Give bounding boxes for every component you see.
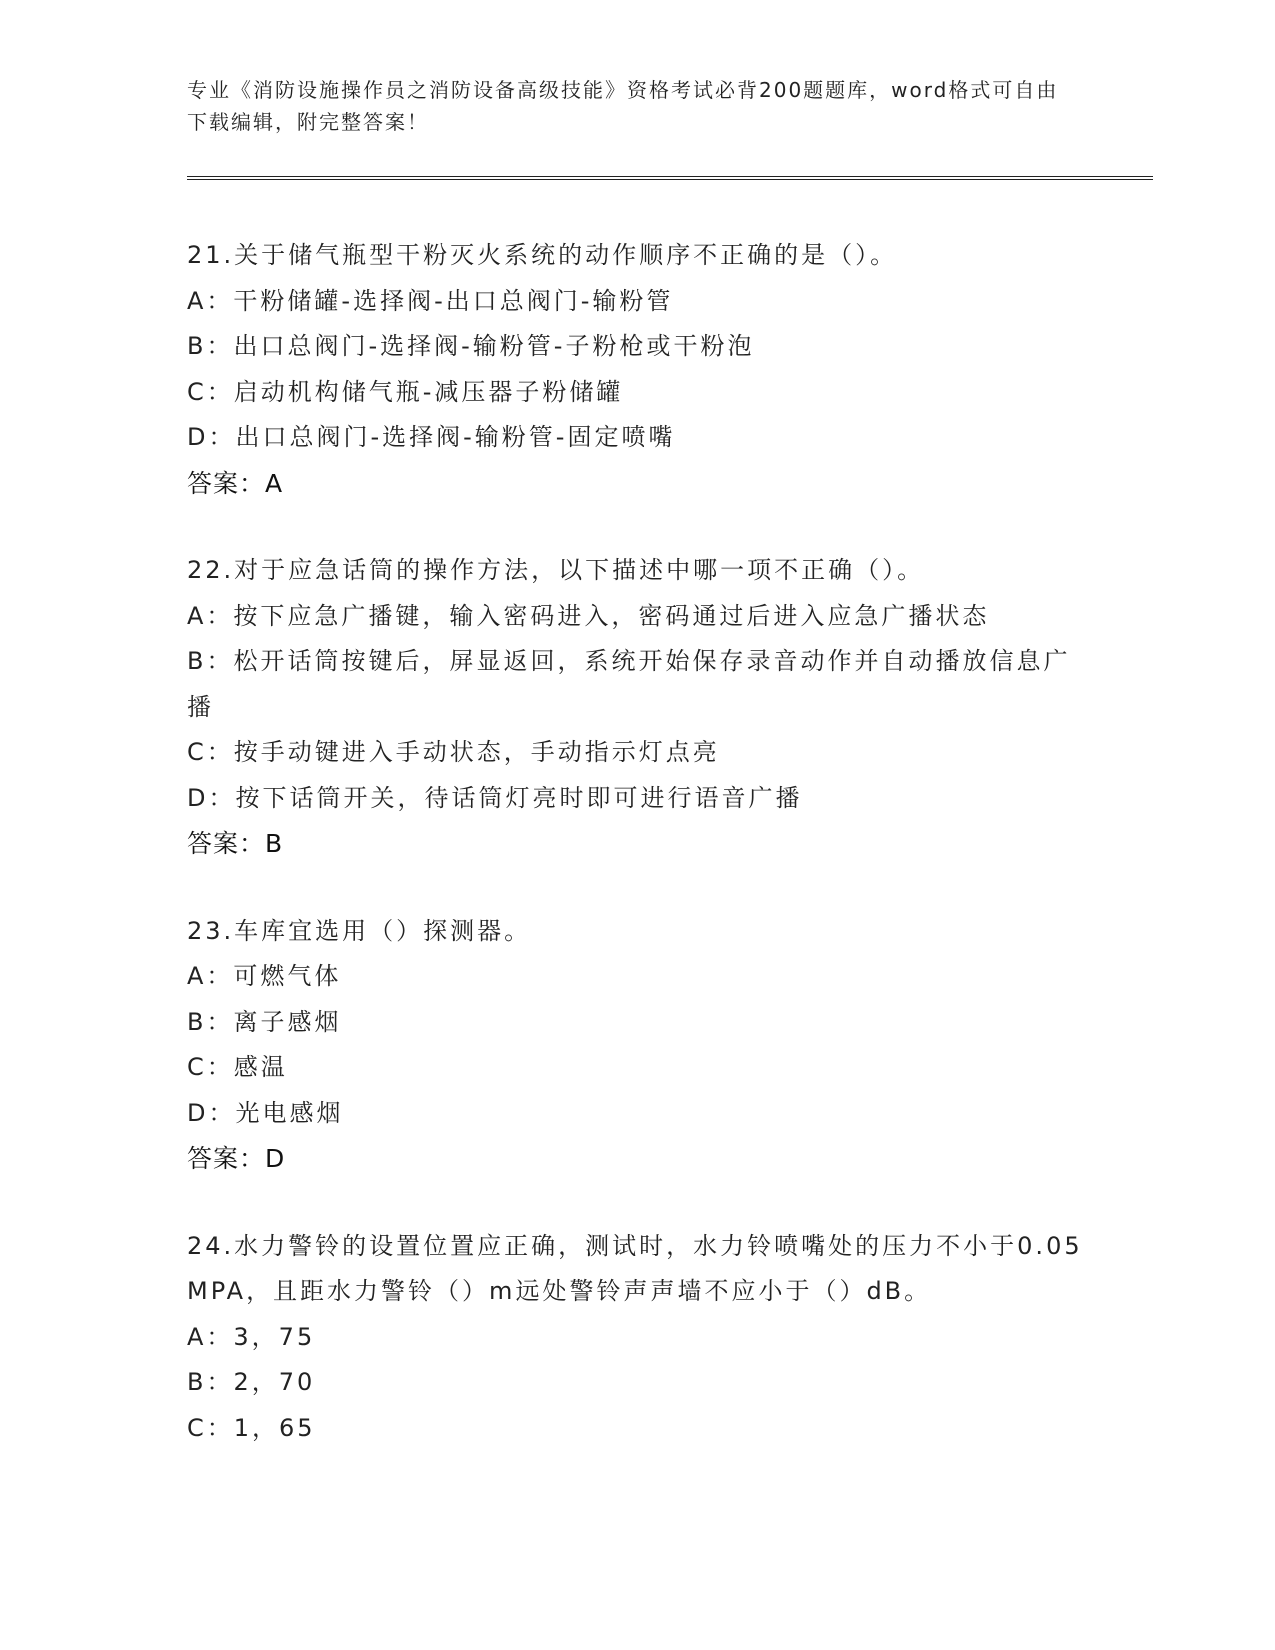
question-stem: 23.车库宜选用（）探测器。	[187, 916, 532, 945]
question-list	[187, 233, 1087, 1493]
question-stem: 22.对于应急话筒的操作方法，以下描述中哪一项不正确（）。	[187, 556, 925, 584]
option-a: A：按下应急广播键，输入密码进入，密码通过后进入应急广播状态	[187, 601, 990, 630]
question-stem: 24.水力警铃的设置位置应正确，测试时，水力铃喷嘴处的压力不小于0.05MPA，且距水力警铃（）m远处警铃声声墙不应小于（）dB。	[187, 1231, 1083, 1305]
option-a: A：3，75	[187, 1322, 316, 1351]
answer-text: 答案：D	[187, 1144, 286, 1173]
option-b: B：2，70	[187, 1368, 316, 1396]
option-c: C：1，65	[187, 1413, 316, 1442]
option-c: C：感温	[187, 1053, 288, 1081]
option-c: C：启动机构储气瓶-减压器子粉储罐	[187, 377, 624, 406]
question-23	[187, 909, 1087, 1182]
option-a: A：干粉储罐-选择阀-出口总阀门-输粉管	[187, 286, 674, 315]
option-d: D：出口总阀门-选择阀-输粉管-固定喷嘴	[187, 423, 676, 451]
document-header: 专业《消防设施操作员之消防设备高级技能》资格考试必背200题题库，word格式可自由下载编辑，附完整答案！	[187, 78, 1059, 134]
option-b: B：出口总阀门-选择阀-输粉管-子粉枪或干粉泡	[187, 332, 755, 360]
option-b: B：离子感烟	[187, 1007, 342, 1036]
answer-text: 答案：B	[187, 829, 284, 858]
question-24	[187, 1224, 1087, 1452]
option-c: C：按手动键进入手动状态，手动指示灯点亮	[187, 738, 720, 766]
question-22	[187, 548, 1087, 867]
question-21	[187, 233, 1087, 506]
header-divider	[187, 176, 1153, 180]
answer-text: 答案：A	[187, 468, 284, 498]
question-stem: 21.关于储气瓶型干粉灭火系统的动作顺序不正确的是（）。	[187, 241, 898, 269]
option-d: D：按下话筒开关，待话筒灯亮时即可进行语音广播	[187, 783, 803, 812]
option-b: B：松开话筒按键后，屏显返回，系统开始保存录音动作并自动播放信息广播	[187, 647, 1071, 721]
option-a: A：可燃气体	[187, 962, 342, 990]
option-d: D：光电感烟	[187, 1098, 344, 1127]
